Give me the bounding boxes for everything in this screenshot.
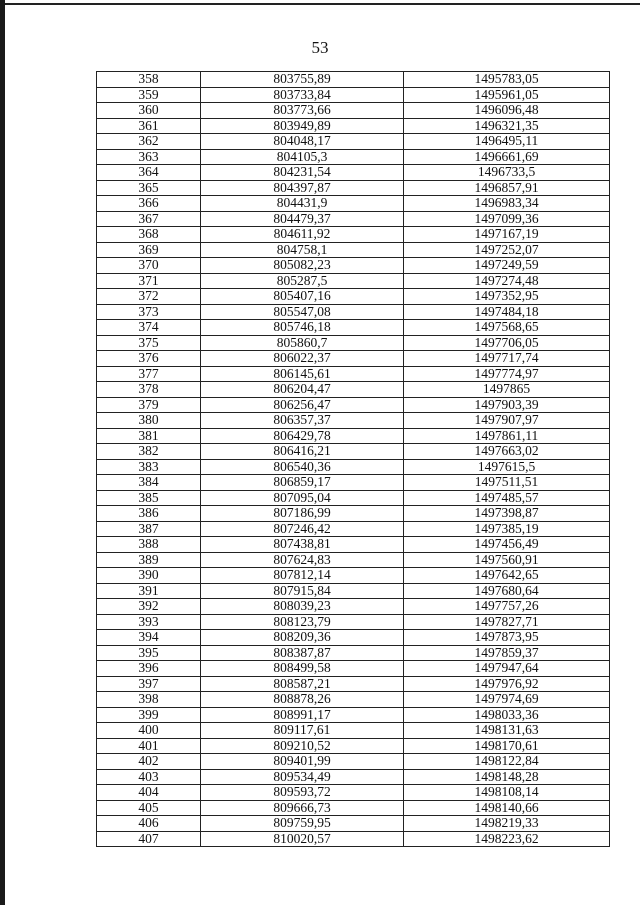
y-coordinate-cell: 1495783,05 — [404, 72, 610, 88]
y-coordinate-cell: 1497757,26 — [404, 599, 610, 615]
point-number-cell: 383 — [97, 459, 201, 475]
point-number-cell: 367 — [97, 211, 201, 227]
point-number-cell: 390 — [97, 568, 201, 584]
y-coordinate-cell: 1497947,64 — [404, 661, 610, 677]
y-coordinate-cell: 1497511,51 — [404, 475, 610, 491]
table-row — [97, 134, 610, 150]
point-number-cell: 401 — [97, 738, 201, 754]
y-coordinate-cell: 1496983,34 — [404, 196, 610, 212]
point-number-cell: 362 — [97, 134, 201, 150]
table-row — [97, 614, 610, 630]
point-number-cell: 392 — [97, 599, 201, 615]
x-coordinate-cell: 806256,47 — [201, 397, 404, 413]
point-number-cell: 377 — [97, 366, 201, 382]
x-coordinate-cell: 804479,37 — [201, 211, 404, 227]
point-number-cell: 386 — [97, 506, 201, 522]
y-coordinate-cell: 1497706,05 — [404, 335, 610, 351]
table-row — [97, 118, 610, 134]
point-number-cell: 398 — [97, 692, 201, 708]
point-number-cell: 404 — [97, 785, 201, 801]
table-row — [97, 72, 610, 88]
table-row — [97, 351, 610, 367]
point-number-cell: 370 — [97, 258, 201, 274]
x-coordinate-cell: 805287,5 — [201, 273, 404, 289]
table-row — [97, 645, 610, 661]
y-coordinate-cell: 1497398,87 — [404, 506, 610, 522]
point-number-cell: 406 — [97, 816, 201, 832]
x-coordinate-cell: 806429,78 — [201, 428, 404, 444]
x-coordinate-cell: 808587,21 — [201, 676, 404, 692]
point-number-cell: 369 — [97, 242, 201, 258]
table-row — [97, 382, 610, 398]
x-coordinate-cell: 805082,23 — [201, 258, 404, 274]
y-coordinate-cell: 1497717,74 — [404, 351, 610, 367]
y-coordinate-cell: 1497484,18 — [404, 304, 610, 320]
point-number-cell: 391 — [97, 583, 201, 599]
x-coordinate-cell: 805860,7 — [201, 335, 404, 351]
y-coordinate-cell: 1497873,95 — [404, 630, 610, 646]
y-coordinate-cell: 1496321,35 — [404, 118, 610, 134]
x-coordinate-cell: 808387,87 — [201, 645, 404, 661]
point-number-cell: 374 — [97, 320, 201, 336]
point-number-cell: 397 — [97, 676, 201, 692]
x-coordinate-cell: 804231,54 — [201, 165, 404, 181]
x-coordinate-cell: 803733,84 — [201, 87, 404, 103]
point-number-cell: 360 — [97, 103, 201, 119]
table-row — [97, 738, 610, 754]
y-coordinate-cell: 1497456,49 — [404, 537, 610, 553]
table-row — [97, 211, 610, 227]
table-row — [97, 335, 610, 351]
left-scan-border — [0, 0, 5, 905]
x-coordinate-cell: 805746,18 — [201, 320, 404, 336]
point-number-cell: 394 — [97, 630, 201, 646]
point-number-cell: 387 — [97, 521, 201, 537]
point-number-cell: 361 — [97, 118, 201, 134]
y-coordinate-cell: 1496733,5 — [404, 165, 610, 181]
point-number-cell: 378 — [97, 382, 201, 398]
y-coordinate-cell: 1498223,62 — [404, 831, 610, 847]
table-row — [97, 630, 610, 646]
point-number-cell: 402 — [97, 754, 201, 770]
table-row — [97, 444, 610, 460]
x-coordinate-cell: 804611,92 — [201, 227, 404, 243]
point-number-cell: 372 — [97, 289, 201, 305]
table-row — [97, 769, 610, 785]
point-number-cell: 388 — [97, 537, 201, 553]
y-coordinate-cell: 1497903,39 — [404, 397, 610, 413]
point-number-cell: 400 — [97, 723, 201, 739]
page-number: 53 — [311, 38, 329, 57]
table-row — [97, 475, 610, 491]
x-coordinate-cell: 809534,49 — [201, 769, 404, 785]
x-coordinate-cell: 809117,61 — [201, 723, 404, 739]
point-number-cell: 366 — [97, 196, 201, 212]
table-row — [97, 568, 610, 584]
table-row — [97, 289, 610, 305]
table-row — [97, 692, 610, 708]
point-number-cell: 375 — [97, 335, 201, 351]
x-coordinate-cell: 804758,1 — [201, 242, 404, 258]
point-number-cell: 376 — [97, 351, 201, 367]
x-coordinate-cell: 807438,81 — [201, 537, 404, 553]
x-coordinate-cell: 809401,99 — [201, 754, 404, 770]
x-coordinate-cell: 804048,17 — [201, 134, 404, 150]
point-number-cell: 363 — [97, 149, 201, 165]
y-coordinate-cell: 1497663,02 — [404, 444, 610, 460]
point-number-cell: 359 — [97, 87, 201, 103]
table-row — [97, 273, 610, 289]
y-coordinate-cell: 1497859,37 — [404, 645, 610, 661]
point-number-cell: 373 — [97, 304, 201, 320]
y-coordinate-cell: 1497974,69 — [404, 692, 610, 708]
table-row — [97, 242, 610, 258]
y-coordinate-cell: 1498170,61 — [404, 738, 610, 754]
point-number-cell: 380 — [97, 413, 201, 429]
table-row — [97, 165, 610, 181]
x-coordinate-cell: 808123,79 — [201, 614, 404, 630]
x-coordinate-cell: 806145,61 — [201, 366, 404, 382]
point-number-cell: 368 — [97, 227, 201, 243]
y-coordinate-cell: 1497774,97 — [404, 366, 610, 382]
x-coordinate-cell: 808991,17 — [201, 707, 404, 723]
x-coordinate-cell: 809210,52 — [201, 738, 404, 754]
x-coordinate-cell: 808209,36 — [201, 630, 404, 646]
top-scan-border — [0, 3, 640, 5]
y-coordinate-cell: 1497167,19 — [404, 227, 610, 243]
x-coordinate-cell: 803773,66 — [201, 103, 404, 119]
point-number-cell: 384 — [97, 475, 201, 491]
y-coordinate-cell: 1497249,59 — [404, 258, 610, 274]
table-row — [97, 258, 610, 274]
x-coordinate-cell: 804397,87 — [201, 180, 404, 196]
y-coordinate-cell: 1496096,48 — [404, 103, 610, 119]
y-coordinate-cell: 1497680,64 — [404, 583, 610, 599]
table-row — [97, 754, 610, 770]
y-coordinate-cell: 1498033,36 — [404, 707, 610, 723]
x-coordinate-cell: 806357,37 — [201, 413, 404, 429]
x-coordinate-cell: 803949,89 — [201, 118, 404, 134]
table-row — [97, 661, 610, 677]
x-coordinate-cell: 804431,9 — [201, 196, 404, 212]
x-coordinate-cell: 806204,47 — [201, 382, 404, 398]
y-coordinate-cell: 1497274,48 — [404, 273, 610, 289]
x-coordinate-cell: 810020,57 — [201, 831, 404, 847]
y-coordinate-cell: 1498140,66 — [404, 800, 610, 816]
point-number-cell: 389 — [97, 552, 201, 568]
y-coordinate-cell: 1497099,36 — [404, 211, 610, 227]
y-coordinate-cell: 1497252,07 — [404, 242, 610, 258]
table-row — [97, 785, 610, 801]
y-coordinate-cell: 1497352,95 — [404, 289, 610, 305]
y-coordinate-cell: 1498108,14 — [404, 785, 610, 801]
table-row — [97, 87, 610, 103]
table-row — [97, 800, 610, 816]
coordinates-table-body — [97, 72, 610, 847]
x-coordinate-cell: 804105,3 — [201, 149, 404, 165]
point-number-cell: 365 — [97, 180, 201, 196]
table-row — [97, 707, 610, 723]
y-coordinate-cell: 1497861,11 — [404, 428, 610, 444]
y-coordinate-cell: 1497865 — [404, 382, 610, 398]
table-row — [97, 816, 610, 832]
point-number-cell: 358 — [97, 72, 201, 88]
y-coordinate-cell: 1496495,11 — [404, 134, 610, 150]
table-row — [97, 521, 610, 537]
x-coordinate-cell: 808039,23 — [201, 599, 404, 615]
table-row — [97, 320, 610, 336]
y-coordinate-cell: 1498219,33 — [404, 816, 610, 832]
table-row — [97, 397, 610, 413]
table-row — [97, 831, 610, 847]
x-coordinate-cell: 806540,36 — [201, 459, 404, 475]
point-number-cell: 371 — [97, 273, 201, 289]
table-row — [97, 552, 610, 568]
x-coordinate-cell: 806416,21 — [201, 444, 404, 460]
x-coordinate-cell: 809593,72 — [201, 785, 404, 801]
table-row — [97, 723, 610, 739]
table-row — [97, 459, 610, 475]
y-coordinate-cell: 1498122,84 — [404, 754, 610, 770]
y-coordinate-cell: 1497560,91 — [404, 552, 610, 568]
table-row — [97, 537, 610, 553]
y-coordinate-cell: 1495961,05 — [404, 87, 610, 103]
x-coordinate-cell: 806022,37 — [201, 351, 404, 367]
point-number-cell: 395 — [97, 645, 201, 661]
table-row — [97, 413, 610, 429]
y-coordinate-cell: 1496661,69 — [404, 149, 610, 165]
table-row — [97, 366, 610, 382]
point-number-cell: 393 — [97, 614, 201, 630]
x-coordinate-cell: 803755,89 — [201, 72, 404, 88]
table-row — [97, 149, 610, 165]
y-coordinate-cell: 1497615,5 — [404, 459, 610, 475]
point-number-cell: 405 — [97, 800, 201, 816]
table-row — [97, 583, 610, 599]
table-row — [97, 304, 610, 320]
x-coordinate-cell: 807246,42 — [201, 521, 404, 537]
y-coordinate-cell: 1497385,19 — [404, 521, 610, 537]
x-coordinate-cell: 808499,58 — [201, 661, 404, 677]
x-coordinate-cell: 807095,04 — [201, 490, 404, 506]
y-coordinate-cell: 1497976,92 — [404, 676, 610, 692]
table-row — [97, 428, 610, 444]
y-coordinate-cell: 1497827,71 — [404, 614, 610, 630]
table-row — [97, 506, 610, 522]
x-coordinate-cell: 807186,99 — [201, 506, 404, 522]
point-number-cell: 396 — [97, 661, 201, 677]
coordinates-table — [96, 71, 610, 847]
x-coordinate-cell: 807915,84 — [201, 583, 404, 599]
point-number-cell: 364 — [97, 165, 201, 181]
point-number-cell: 385 — [97, 490, 201, 506]
x-coordinate-cell: 808878,26 — [201, 692, 404, 708]
table-row — [97, 180, 610, 196]
y-coordinate-cell: 1498131,63 — [404, 723, 610, 739]
x-coordinate-cell: 805547,08 — [201, 304, 404, 320]
x-coordinate-cell: 809759,95 — [201, 816, 404, 832]
point-number-cell: 379 — [97, 397, 201, 413]
y-coordinate-cell: 1497642,65 — [404, 568, 610, 584]
table-row — [97, 490, 610, 506]
table-row — [97, 676, 610, 692]
x-coordinate-cell: 805407,16 — [201, 289, 404, 305]
point-number-cell: 403 — [97, 769, 201, 785]
y-coordinate-cell: 1497907,97 — [404, 413, 610, 429]
table-row — [97, 227, 610, 243]
x-coordinate-cell: 809666,73 — [201, 800, 404, 816]
x-coordinate-cell: 807812,14 — [201, 568, 404, 584]
y-coordinate-cell: 1498148,28 — [404, 769, 610, 785]
x-coordinate-cell: 807624,83 — [201, 552, 404, 568]
table-row — [97, 196, 610, 212]
x-coordinate-cell: 806859,17 — [201, 475, 404, 491]
table-row — [97, 599, 610, 615]
point-number-cell: 381 — [97, 428, 201, 444]
y-coordinate-cell: 1497485,57 — [404, 490, 610, 506]
point-number-cell: 407 — [97, 831, 201, 847]
point-number-cell: 382 — [97, 444, 201, 460]
point-number-cell: 399 — [97, 707, 201, 723]
table-row — [97, 103, 610, 119]
y-coordinate-cell: 1496857,91 — [404, 180, 610, 196]
y-coordinate-cell: 1497568,65 — [404, 320, 610, 336]
